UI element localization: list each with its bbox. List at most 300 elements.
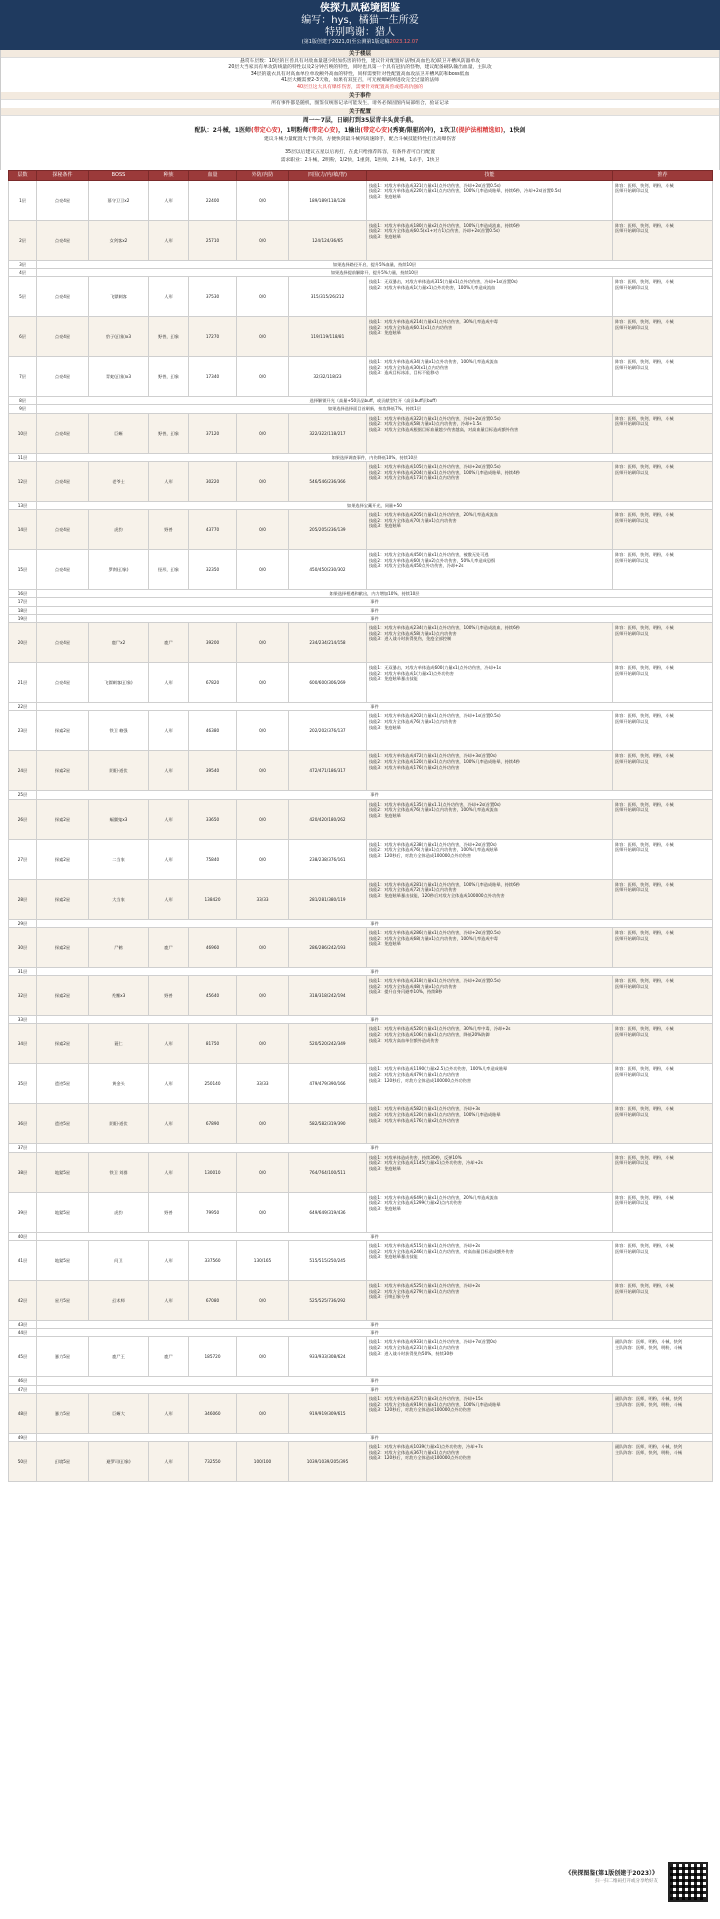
hp-cell: 39200 bbox=[189, 623, 237, 663]
version-line: (第1版创建于2021,0)至公测第1版定稿2023.12.07 bbox=[301, 39, 419, 45]
recommend-note: 医师开始刷印以及 bbox=[615, 1248, 649, 1254]
defense-cell: 0/0 bbox=[237, 1192, 289, 1232]
defense-cell: 0/0 bbox=[237, 1393, 289, 1433]
race-cell: 人形 bbox=[149, 663, 189, 703]
stats-cell: 546/546/236/366 bbox=[289, 461, 367, 501]
defense-cell: 0/0 bbox=[237, 510, 289, 550]
floor-cell: 23层 bbox=[9, 711, 37, 751]
recommend-note: 医师开始刷印以及 bbox=[615, 847, 649, 853]
floor-cell: 25层 bbox=[9, 791, 37, 799]
condition-cell: 点亮4星 bbox=[37, 550, 89, 590]
recommend-lineup: 阵容：医师，快剑，明粉，斗械 bbox=[615, 713, 674, 719]
recommend-lineup: 阵容：医师，快剑，明粉，斗械 bbox=[615, 625, 674, 631]
boss-name-cell: 巨蜥大 bbox=[89, 1393, 149, 1433]
floor-cell: 40层 bbox=[9, 1232, 37, 1240]
stats-cell: 1039/1039/205/395 bbox=[289, 1442, 367, 1482]
boss-name-cell: 青蛇(幻象)x3 bbox=[89, 357, 149, 397]
floor-info-cell: 如果选择相遇和献出，内力增加10%，持续10层 bbox=[37, 590, 713, 598]
recommend-note: 医师开始刷印以及 bbox=[615, 887, 649, 893]
floor-cell: 13层 bbox=[9, 501, 37, 509]
floor-info-cell: 事件 bbox=[37, 1016, 713, 1024]
condition-cell: 地狱5星 bbox=[37, 1240, 89, 1280]
recommend-cell bbox=[613, 413, 713, 453]
defense-cell: 0/0 bbox=[237, 1152, 289, 1192]
stats-cell: 420/420/180/262 bbox=[289, 799, 367, 839]
table-row bbox=[9, 501, 713, 509]
recommend-lineup: 副队阵容：医师，明粉，斗械，快剑 bbox=[615, 1339, 683, 1345]
hp-cell: 30220 bbox=[189, 461, 237, 501]
recommend-note: 医师开始刷印以及 bbox=[615, 935, 649, 941]
race-cell: 人形 bbox=[149, 461, 189, 501]
floor-cell: 2层 bbox=[9, 220, 37, 260]
stats-cell: 119/119/118/81 bbox=[289, 317, 367, 357]
floor-info-cell: 事件 bbox=[37, 1329, 713, 1337]
boss-name-cell: 问卫 bbox=[89, 1240, 149, 1280]
skill-cell: 技能1：对敌方单体造成649(力量x1)点外功伤害，20%几率造成流血 技能2：对敌方全体造成1299(力量x2)点内功伤害 技能3：免疫眩晕 bbox=[367, 1192, 613, 1232]
race-cell: 野兽 bbox=[149, 510, 189, 550]
hp-cell: 33650 bbox=[189, 799, 237, 839]
config-headline: 周一～7层，日刷打到35层青丰头黄手鼎。 bbox=[302, 117, 418, 125]
floor-info-cell: 事件 bbox=[37, 1433, 713, 1441]
skill-cell: 技能1：对敌方单体造成202(力量x1)点外功伤害，冷却+1s(首置0.5s) 技能2：对敌方全体造成76(力量x1)点内功伤害 技能3：免疫眩晕 bbox=[367, 711, 613, 751]
floor-cell: 39层 bbox=[9, 1192, 37, 1232]
col-def: 外防/内防 bbox=[237, 170, 289, 180]
boss-name-cell: 幻术师 bbox=[89, 1280, 149, 1320]
floor-info-cell: 事件 bbox=[37, 1232, 713, 1240]
stats-cell: 189/189/118/128 bbox=[289, 180, 367, 220]
hp-cell: 17270 bbox=[189, 317, 237, 357]
hp-cell: 250140 bbox=[189, 1064, 237, 1104]
recommend-note: 医师开始刷印以及 bbox=[615, 228, 649, 234]
race-cell: 人形 bbox=[149, 277, 189, 317]
floor-table bbox=[8, 170, 713, 1483]
recommend-cell bbox=[613, 711, 713, 751]
table-row bbox=[9, 598, 713, 606]
floor-cell: 47层 bbox=[9, 1385, 37, 1393]
col-stats: 四围(力/内/敏/智) bbox=[289, 170, 367, 180]
race-cell: 人形 bbox=[149, 1240, 189, 1280]
defense-cell: 0/0 bbox=[237, 357, 289, 397]
floor-cell: 35层 bbox=[9, 1064, 37, 1104]
recommend-cell bbox=[613, 976, 713, 1016]
table-row bbox=[9, 357, 713, 397]
race-cell: 野兽，幻象 bbox=[149, 413, 189, 453]
table-row bbox=[9, 1320, 713, 1328]
recommend-lineup: 阵容：医师，快剑，明粉，斗械 bbox=[615, 1106, 674, 1112]
events-section-title: 关于事件 bbox=[1, 92, 719, 100]
table-row bbox=[9, 220, 713, 260]
race-cell: 人形 bbox=[149, 879, 189, 919]
recommend-cell bbox=[613, 839, 713, 879]
floor-cell: 37层 bbox=[9, 1144, 37, 1152]
condition-cell: 幻境5星 bbox=[37, 1442, 89, 1482]
qr-code-icon bbox=[668, 1862, 708, 1902]
hp-cell: 138420 bbox=[189, 879, 237, 919]
hp-cell: 67080 bbox=[189, 1280, 237, 1320]
skill-cell: 技能1：无双暴击，对敌方单体造成600(力量x1)点外功伤害，冷却+1s 技能2：对敌方单体造成1(力量x1)点外功伤害 技能3：免疫眩晕暴击技能 bbox=[367, 663, 613, 703]
recommend-lineup: 阵容：医师，快剑，明粉，斗械 bbox=[615, 978, 674, 984]
floor-cell: 34层 bbox=[9, 1024, 37, 1064]
table-row bbox=[9, 1016, 713, 1024]
skill-cell: 技能1：对敌方单体造成318(力量x1)点外功伤害，冷却+2s(首置0.5s) 技能2：对敌方全体造成48(力量x1)点内功伤害 技能3：提升自身闪避率10%，持续8秒 bbox=[367, 976, 613, 1016]
recommend-lineup: 阵容：医师，快剑，明粉，斗械 bbox=[615, 1154, 674, 1160]
floor-cell: 48层 bbox=[9, 1393, 37, 1433]
condition-cell: 探索2星 bbox=[37, 839, 89, 879]
race-cell: 人形 bbox=[149, 180, 189, 220]
skill-cell: 技能1：对敌方单体造成135(力量x1.1)点外功伤害，冷却+2s(首置0s) 技能2：对敌方全体造成76(力量x1)点内功伤害，100%几率造成流血 技能3：免疫眩晕 bbox=[367, 799, 613, 839]
condition-cell: 探索2星 bbox=[37, 1024, 89, 1064]
hp-cell: 67890 bbox=[189, 1104, 237, 1144]
stats-cell: 933/933/308/624 bbox=[289, 1337, 367, 1377]
recommend-lineup: 阵容：医师，快剑，明粉，斗械 bbox=[615, 463, 674, 469]
config-tip: 建议斗械力量配置大于快剑，方便快剑最斗械到高速除手，配合斗械技能特性打出高爆伤害 bbox=[264, 137, 456, 143]
recommend-note: 医师开始刷印以及 bbox=[615, 188, 649, 194]
race-cell: 人形 bbox=[149, 1024, 189, 1064]
recommend-lineup: 阵容：医师，快剑，明粉，斗械 bbox=[615, 512, 674, 518]
defense-cell: 0/0 bbox=[237, 317, 289, 357]
recommend-note: 医师开始刷印以及 bbox=[615, 719, 649, 724]
recommend-note: 医师开始刷印以及 bbox=[615, 1072, 649, 1077]
floor-info-cell: 事件 bbox=[37, 614, 713, 622]
recommend-cell bbox=[613, 550, 713, 590]
col-race: 种族 bbox=[149, 170, 189, 180]
boss-name-cell: 阴阳·道伏 bbox=[89, 751, 149, 791]
race-cell: 鹿尸 bbox=[149, 623, 189, 663]
recommend-cell bbox=[613, 1152, 713, 1192]
defense-cell: 0/0 bbox=[237, 839, 289, 879]
table-row bbox=[9, 879, 713, 919]
floor-cell: 1层 bbox=[9, 180, 37, 220]
col-hp: 血量 bbox=[189, 170, 237, 180]
table-row bbox=[9, 260, 713, 268]
defense-cell: 130/165 bbox=[237, 1240, 289, 1280]
table-row bbox=[9, 397, 713, 405]
skill-cell: 技能1：对敌方单体造成214(力量x1)点外功伤害，30%几率造成中毒 技能2：对敌方全体造成60.1(x1)点内功伤害 技能3：免疫眩晕 bbox=[367, 317, 613, 357]
boss-name-cell: 铁卫 赖强 bbox=[89, 711, 149, 751]
floor-cell: 8层 bbox=[9, 397, 37, 405]
boss-name-cell: 蝠翼鬼x3 bbox=[89, 799, 149, 839]
boss-name-cell: 飞镖刺客(幻象) bbox=[89, 663, 149, 703]
race-cell: 人形 bbox=[149, 1152, 189, 1192]
skill-cell: 技能1：对敌方单体造成238(力量x1)点外功伤害，冷却+2s(首置0s) 技能2：对敌方全体造成76(力量x1)点内功伤害，100%几率造成眩晕 技能3：120秒后，对敌方全体造成100000点外功伤害 bbox=[367, 839, 613, 879]
condition-cell: 点亮4星 bbox=[37, 277, 89, 317]
table-row bbox=[9, 1377, 713, 1385]
race-cell: 鹿尸 bbox=[149, 1337, 189, 1377]
floor-cell: 49层 bbox=[9, 1433, 37, 1441]
hp-cell: 43770 bbox=[189, 510, 237, 550]
defense-cell: 33/33 bbox=[237, 1064, 289, 1104]
race-cell: 人形 bbox=[149, 1442, 189, 1482]
boss-name-cell: 蓑仁 bbox=[89, 1024, 149, 1064]
stats-cell: 600/600/306/269 bbox=[289, 663, 367, 703]
floor-cell: 19层 bbox=[9, 614, 37, 622]
notes-section bbox=[0, 50, 720, 170]
floor-cell: 42层 bbox=[9, 1280, 37, 1320]
skill-cell: 技能1：对敌方单体造成234(力量x1)点外功伤害，100%几率造成流血，持续6秒 技能2：对敌方全体造成58(力量x1)点内功伤害 技能3：进入战斗时获得免伤，免疫全部控制 bbox=[367, 623, 613, 663]
table-row bbox=[9, 663, 713, 703]
footer-subtitle: 扫一扫二维码打开或分享给好友 bbox=[595, 1879, 658, 1884]
recommend-lineup: 阵容：医师，快剑，明粉，斗械 bbox=[615, 753, 674, 759]
skill-cell: 技能1：对敌方单体造成286(力量x1)点外功伤害，冷却+2s(首置0.5s) 技能2：对敌方全体造成68(力量x1)点内功伤害，100%几率造成中毒 技能3：免疫眩晕 bbox=[367, 927, 613, 967]
floor-info-cell: 事件 bbox=[37, 606, 713, 614]
events-section-body: 所有事件都是随机，图鉴仅统客记录可能发生，请务必保固图内局部组合，验证记录 bbox=[271, 101, 449, 107]
page-title: 侠探九凤秘境图鉴 bbox=[320, 3, 400, 14]
recommend-cell bbox=[613, 1192, 713, 1232]
table-row bbox=[9, 277, 713, 317]
floor-cell: 32层 bbox=[9, 976, 37, 1016]
defense-cell: 0/0 bbox=[237, 623, 289, 663]
recommend-lineup: 阵容：医师，快剑，明粉，斗械 bbox=[615, 319, 674, 325]
condition-cell: 点亮4星 bbox=[37, 317, 89, 357]
extra-note-2: 需求职业：2斗械，2明粉，1/2快，1重剑，1医师，2斗械，1杀手，1快卫 bbox=[280, 158, 440, 164]
recommend-cell bbox=[613, 879, 713, 919]
hp-cell: 130010 bbox=[189, 1152, 237, 1192]
recommend-lineup: 阵容：医师，快剑，明粉，斗械 bbox=[615, 1282, 674, 1288]
defense-cell: 100/100 bbox=[237, 1442, 289, 1482]
defense-cell: 0/0 bbox=[237, 1337, 289, 1377]
floor-cell: 20层 bbox=[9, 623, 37, 663]
condition-cell: 探索2星 bbox=[37, 711, 89, 751]
table-row bbox=[9, 927, 713, 967]
boss-name-cell: 黄金头 bbox=[89, 1064, 149, 1104]
boss-name-cell: 尸鹤 bbox=[89, 927, 149, 967]
recommend-cell bbox=[613, 1337, 713, 1377]
race-cell: 怪形，幻象 bbox=[149, 550, 189, 590]
table-row bbox=[9, 799, 713, 839]
hp-cell: 17340 bbox=[189, 357, 237, 397]
recommend-note: 医师开始刷印以及 bbox=[615, 517, 649, 523]
footer-title: 《侠探图鉴(第1版创建于2023）》 bbox=[565, 1870, 658, 1877]
skill-cell: 技能1：对敌方单体造成34(力量x1)点外功伤害，100%几率造成流血 技能2：对敌方全体造成30(x1)点内功伤害 技能3：造成目标冰冻，目标不能移动 bbox=[367, 357, 613, 397]
floors-section-title: 关于楼层 bbox=[1, 50, 719, 58]
condition-cell: 遗迹5星 bbox=[37, 1104, 89, 1144]
race-cell: 人形 bbox=[149, 711, 189, 751]
stats-cell: 919/919/309/615 bbox=[289, 1393, 367, 1433]
floor-cell: 33层 bbox=[9, 1016, 37, 1024]
floor-cell: 21层 bbox=[9, 663, 37, 703]
recommend-lineup: 阵容：医师，快剑，明粉，斗械 bbox=[615, 929, 674, 935]
boss-name-cell: 罗刹(幻象) bbox=[89, 550, 149, 590]
defense-cell: 0/0 bbox=[237, 1024, 289, 1064]
defense-cell: 0/0 bbox=[237, 277, 289, 317]
floor-cell: 43层 bbox=[9, 1320, 37, 1328]
stats-cell: 450/450/230/302 bbox=[289, 550, 367, 590]
table-row bbox=[9, 413, 713, 453]
recommend-note: 医师开始刷印以及 bbox=[615, 1288, 649, 1294]
floor-info-cell: 事件 bbox=[37, 967, 713, 975]
table-row bbox=[9, 1393, 713, 1433]
table-row bbox=[9, 703, 713, 711]
table-row bbox=[9, 1192, 713, 1232]
floor-cell: 44层 bbox=[9, 1329, 37, 1337]
boss-name-cell: 大当家 bbox=[89, 879, 149, 919]
recommend-note: 医师开始刷印以及 bbox=[615, 1160, 649, 1166]
recommend-cell bbox=[613, 751, 713, 791]
hp-cell: 37120 bbox=[189, 413, 237, 453]
floor-cell: 50层 bbox=[9, 1442, 37, 1482]
table-row bbox=[9, 1104, 713, 1144]
table-row bbox=[9, 614, 713, 622]
table-row bbox=[9, 1433, 713, 1441]
stats-cell: 479/479/390/166 bbox=[289, 1064, 367, 1104]
floor-cell: 7层 bbox=[9, 357, 37, 397]
recommend-cell bbox=[613, 1280, 713, 1320]
skill-cell: 技能1：对敌方单体造成525(力量x1)点外功伤害，冷却+2s 技能2：对敌方全体造成279(力量x1)点内功伤害 技能3：召唤幻象分身 bbox=[367, 1280, 613, 1320]
floor-cell: 29层 bbox=[9, 919, 37, 927]
boss-name-cell: 飞镖刺客 bbox=[89, 277, 149, 317]
defense-cell: 0/0 bbox=[237, 799, 289, 839]
defense-cell: 0/0 bbox=[237, 180, 289, 220]
stats-cell: 764/764/100/511 bbox=[289, 1152, 367, 1192]
recommend-lineup: 阵容：医师，快剑，明粉，斗械 bbox=[615, 1242, 674, 1248]
stats-cell: 205/205/236/139 bbox=[289, 510, 367, 550]
hp-cell: 337560 bbox=[189, 1240, 237, 1280]
skill-cell: 技能1：对敌方单体造成257(力量x3)点外功伤害，冷却+15s 技能2：对敌方全体造成919(力量x1)点内功伤害，100%几率造成眩晕 技能3：120秒后，对敌方全体造成100000点外功伤害 bbox=[367, 1393, 613, 1433]
stats-cell: 515/515/250/245 bbox=[289, 1240, 367, 1280]
race-cell: 人形 bbox=[149, 1393, 189, 1433]
boss-name-cell: 阴阳·道伏 bbox=[89, 1104, 149, 1144]
hp-cell: 185720 bbox=[189, 1337, 237, 1377]
skill-cell: 技能1：对敌方全体造成450(力量x1)点外功伤害，被散无处可逃 技能2：对敌方单体造成60(力量x2)点外功伤害，50%几率造成恐惧 技能3：对敌方全体造成450点外功伤害，冷却+2s bbox=[367, 550, 613, 590]
footer bbox=[0, 1852, 720, 1919]
skill-cell: 技能1：对敌方单体造成205(力量x1)点外功伤害，20%几率造成流血 技能2：对敌方全体造成70(力量x1)点内功伤害 技能3：免疫眩晕 bbox=[367, 510, 613, 550]
table-row bbox=[9, 919, 713, 927]
col-rec: 推荐 bbox=[613, 170, 713, 180]
editors-line: 编写：hys，橘猫一生所爱 bbox=[301, 15, 419, 26]
hp-cell: 45640 bbox=[189, 976, 237, 1016]
table-row bbox=[9, 461, 713, 501]
recommend-note: 医师开始刷印以及 bbox=[615, 1032, 649, 1037]
floor-cell: 11层 bbox=[9, 453, 37, 461]
race-cell: 人形 bbox=[149, 1064, 189, 1104]
floor-cell: 12层 bbox=[9, 461, 37, 501]
floor-cell: 3层 bbox=[9, 260, 37, 268]
defense-cell: 0/0 bbox=[237, 751, 289, 791]
condition-cell: 点亮4星 bbox=[37, 623, 89, 663]
defense-cell: 0/0 bbox=[237, 461, 289, 501]
recommend-cell bbox=[613, 1064, 713, 1104]
recommend-cell bbox=[613, 510, 713, 550]
stats-cell: 281/281/380/119 bbox=[289, 879, 367, 919]
skill-cell: 技能1：对敌方单体造成1190(力量x2.5)点外功伤害，100%几率造成眩晕 技能2：对敌方全体造成479(力量x1)点内功伤害 技能3：120秒后，对敌方全体造成100000点外功伤害 bbox=[367, 1064, 613, 1104]
stats-cell: 582/582/319/390 bbox=[289, 1104, 367, 1144]
table-row bbox=[9, 606, 713, 614]
skill-cell: 技能1：对敌方单体造成322(力量x1)点外功伤害，冷却+2s(首置0.5s) 技能2：对敌方全体造成58(力量x1)点内功伤害，冷却+1.5s 技能3：对敌方全体造成根据目标血量越少伤害越高，对高血量目标造成额外伤害 bbox=[367, 413, 613, 453]
defense-cell: 0/0 bbox=[237, 1280, 289, 1320]
floor-cell: 15层 bbox=[9, 550, 37, 590]
recommend-lineup: 阵容：医师，快剑，明粉，斗械 bbox=[615, 665, 674, 671]
defense-cell: 0/0 bbox=[237, 663, 289, 703]
recommend-lineup: 阵容：医师，快剑，明粉，斗械 bbox=[615, 881, 674, 887]
floor-info-cell: 事件 bbox=[37, 598, 713, 606]
table-row bbox=[9, 1329, 713, 1337]
floor-info-cell: 如果选择宝藏开光，同量+50 bbox=[37, 501, 713, 509]
table-header-row bbox=[9, 170, 713, 180]
floor-info-cell: 事件 bbox=[37, 1144, 713, 1152]
hp-cell: 46380 bbox=[189, 711, 237, 751]
floor-info-cell: 事件 bbox=[37, 703, 713, 711]
table-row bbox=[9, 1240, 713, 1280]
race-cell: 野兽，幻象 bbox=[149, 357, 189, 397]
floor-cell: 4层 bbox=[9, 268, 37, 276]
table-row bbox=[9, 1232, 713, 1240]
recommend-note: 医师开始刷印以及 bbox=[615, 284, 649, 290]
condition-cell: 探索2星 bbox=[37, 751, 89, 791]
race-cell: 人形 bbox=[149, 1280, 189, 1320]
table-row bbox=[9, 1385, 713, 1393]
boss-name-cell: 女剑客x2 bbox=[89, 220, 149, 260]
floor-cell: 22层 bbox=[9, 703, 37, 711]
config-lineup: 配队：2斗械，1医师(带定心安)，1明粉师(带定心安)，1输出(带定心安)(秀赛/限驱的冲)，1坎卫(提护法相精选如)，1快剑 bbox=[194, 127, 526, 135]
condition-cell: 暴力5星 bbox=[37, 1393, 89, 1433]
hp-cell: 46960 bbox=[189, 927, 237, 967]
condition-cell: 点亮4星 bbox=[37, 357, 89, 397]
table-row bbox=[9, 1144, 713, 1152]
recommend-note: 医师开始刷印以及 bbox=[615, 364, 649, 370]
thanks-line: 特别鸣谢：猎人 bbox=[325, 27, 395, 38]
table-row bbox=[9, 976, 713, 1016]
stats-cell: 472/471/186/317 bbox=[289, 751, 367, 791]
table-row bbox=[9, 510, 713, 550]
condition-cell: 地狱5星 bbox=[37, 1192, 89, 1232]
boss-name-cell: 二当家 bbox=[89, 839, 149, 879]
floor-cell: 41层 bbox=[9, 1240, 37, 1280]
recommend-cell bbox=[613, 799, 713, 839]
race-cell: 野兽 bbox=[149, 1192, 189, 1232]
recommend-lineup: 阵容：医师，快剑，明粉，斗械 bbox=[615, 222, 674, 228]
recommend-note: 医师开始刷印以及 bbox=[615, 670, 649, 676]
recommend-lineup: 阵容：医师，快剑，明粉，斗械 bbox=[615, 1066, 674, 1072]
boss-name-cell: 豹子(幻象)x3 bbox=[89, 317, 149, 357]
hp-cell: 732550 bbox=[189, 1442, 237, 1482]
hp-cell: 75840 bbox=[189, 839, 237, 879]
floor-cell: 9层 bbox=[9, 405, 37, 413]
recommend-cell bbox=[613, 1104, 713, 1144]
recommend-note: 医师开始刷印以及 bbox=[615, 807, 649, 813]
page-header bbox=[0, 0, 720, 50]
col-floor: 层数 bbox=[9, 170, 37, 180]
floor-cell: 30层 bbox=[9, 927, 37, 967]
race-cell: 人形 bbox=[149, 1104, 189, 1144]
stats-cell: 318/318/242/194 bbox=[289, 976, 367, 1016]
table-row bbox=[9, 453, 713, 461]
defense-cell: 0/0 bbox=[237, 711, 289, 751]
extra-note-1: 35层以后建议五星以后再打，在此只给推荐阵容，有条件者可自行配置 bbox=[284, 149, 435, 155]
floor-cell: 28层 bbox=[9, 879, 37, 919]
table-row bbox=[9, 711, 713, 751]
defense-cell: 0/0 bbox=[237, 927, 289, 967]
skill-cell: 技能1：对敌方单体造成1039(力量x1)点外功伤害，冷却+7s 技能2：对敌方全体造成367(力量x1)点内功伤害 技能3：120秒后，对敌方全体造成100000点外功伤害 bbox=[367, 1442, 613, 1482]
condition-cell: 点亮4星 bbox=[37, 510, 89, 550]
floor-info-cell: 选择解锁开光（高量+50贡品buff，或贡献型红开（高贡buff贡buff） bbox=[37, 397, 713, 405]
hp-cell: 37530 bbox=[189, 277, 237, 317]
condition-cell: 点亮4星 bbox=[37, 413, 89, 453]
condition-cell: 暴力5星 bbox=[37, 1337, 89, 1377]
boss-name-cell: 鹿尸x2 bbox=[89, 623, 149, 663]
recommend-cell bbox=[613, 461, 713, 501]
stats-cell: 322/322/118/217 bbox=[289, 413, 367, 453]
skill-cell: 技能1：对敌方单体造成472(力量x1)点外功伤害，冷却+3s(首置0s) 技能2：对敌方全体造成120(力量x1)点内功伤害，100%几率造成眩晕，持续4秒 技能3：对敌方单体造成176(力量x2)点外功伤害 bbox=[367, 751, 613, 791]
recommend-lineup: 阵容：医师，快剑，明粉，斗械 bbox=[615, 1026, 674, 1032]
hp-cell: 79950 bbox=[189, 1192, 237, 1232]
recommend-lineup: 阵容：医师，快剑，明粉，斗械 bbox=[615, 182, 674, 188]
skill-cell: 技能1：无双暴击，对敌方单体造成315(力量x1)点外功伤害，冷却+1s(首置0s) 技能2：对敌方单体造成1(力量x1)点外功伤害，100%几率造成流血 bbox=[367, 277, 613, 317]
defense-cell: 0/0 bbox=[237, 220, 289, 260]
recommend-note: 医师开始刷印以及 bbox=[615, 557, 649, 563]
defense-cell: 0/0 bbox=[237, 413, 289, 453]
condition-cell: 遗迹5星 bbox=[37, 1064, 89, 1104]
skill-cell: 技能1：对敌方单体造成105(力量x1)点外功伤害，冷却+2s(首置0.5s) 技能2：对敌方单体造成204(力量x1)点外功伤害，100%几率造成眩晕，持续4秒 技能3：对敌方全体造成173(力量x1)点内功伤害 bbox=[367, 461, 613, 501]
